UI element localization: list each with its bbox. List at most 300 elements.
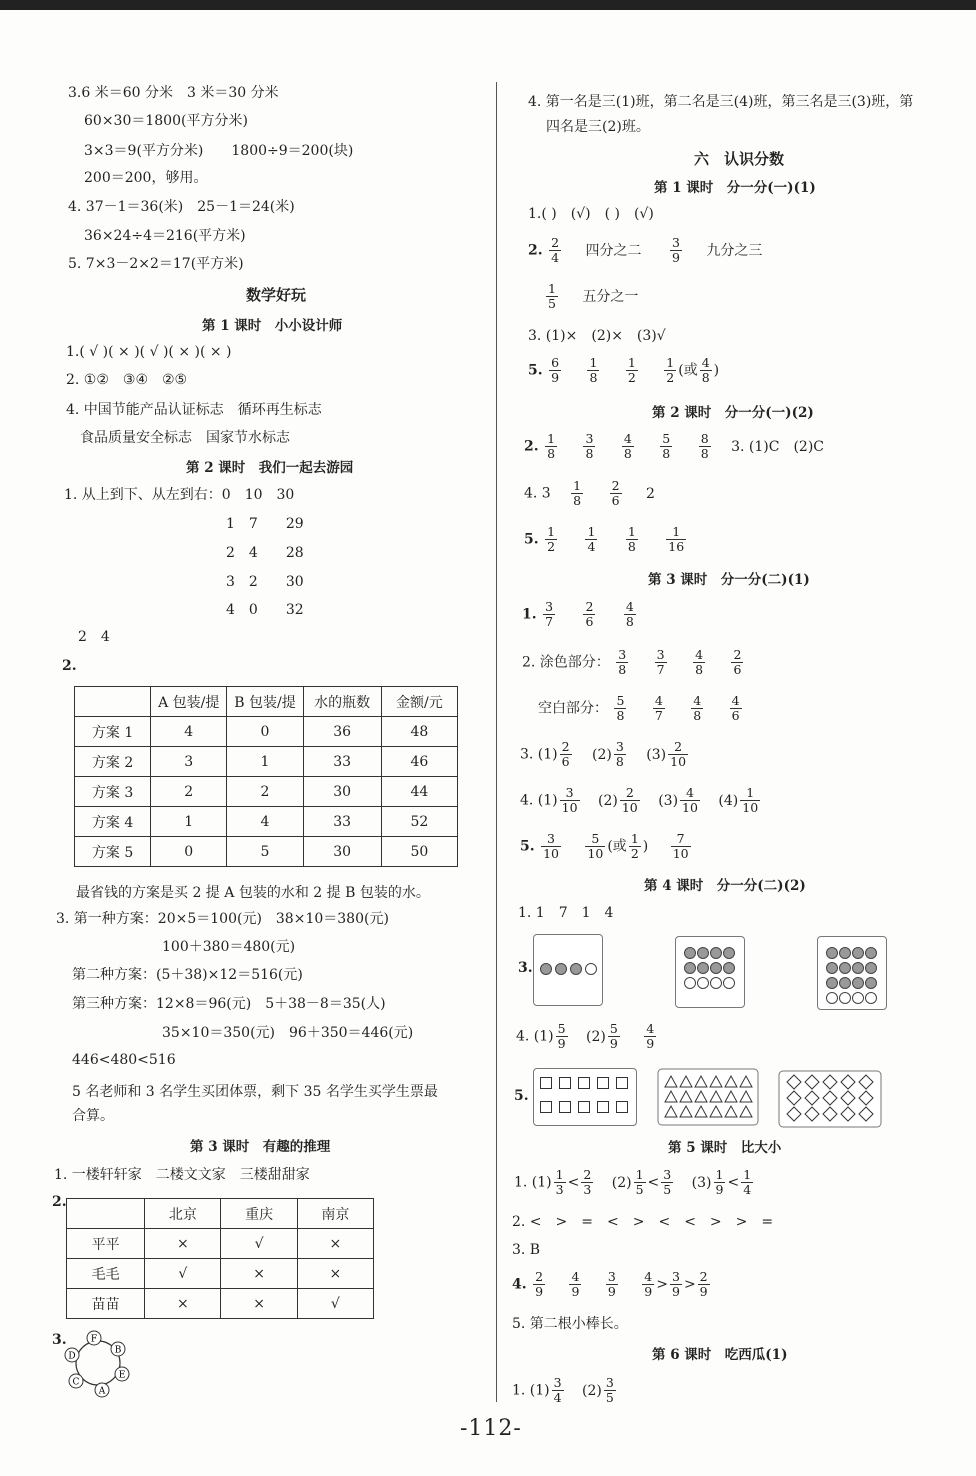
denominator: 10 (587, 846, 604, 861)
fraction-line (522, 600, 638, 629)
compare-sign: > (683, 1276, 696, 1293)
answer-line: 2 4 28 (226, 545, 304, 561)
seat-letter: E (118, 1370, 126, 1381)
answer-line: 1.( ) (√) ( ) (√) (528, 206, 654, 222)
fraction (661, 1168, 673, 1197)
numerator: 1 (666, 355, 675, 370)
table-row (67, 1259, 374, 1289)
denominator: 9 (609, 1036, 618, 1051)
fraction (626, 525, 638, 554)
denominator: 10 (561, 800, 578, 815)
question-number: 3. (52, 1332, 67, 1348)
fraction (560, 740, 572, 769)
fraction-line (520, 786, 762, 815)
fraction-line (528, 356, 719, 385)
table-cell: × (145, 1229, 221, 1259)
table-cell: 52 (381, 807, 457, 837)
square-shape (540, 1077, 552, 1089)
numerator: 1 (547, 524, 556, 539)
table-row (75, 747, 458, 777)
question-number: 5. (520, 838, 535, 855)
table-cell: 46 (381, 747, 457, 777)
answer-line: 第三种方案：12×8＝96(元) 5＋38－8＝35(人) (72, 996, 386, 1012)
denominator: 4 (553, 1390, 562, 1405)
part-label: (2) (582, 1382, 602, 1399)
numerator: 1 (666, 525, 686, 540)
question-number: 1. (1) (512, 1382, 550, 1399)
denominator: 3 (555, 1182, 564, 1197)
answer-line: 合算。 (72, 1108, 114, 1124)
denominator: 2 (547, 539, 556, 554)
seat-letter: D (68, 1351, 76, 1362)
answer-line: 第二种方案：(5＋38)×12＝516(元) (72, 967, 303, 983)
fraction-line (512, 1376, 618, 1405)
fraction (670, 1270, 682, 1299)
table-cell: 2 (151, 777, 227, 807)
table-header-row (67, 1199, 374, 1229)
numerator: 4 (646, 1021, 655, 1036)
denominator: 5 (605, 1390, 614, 1405)
answer-line: 1. 一楼轩轩家 二楼文文家 三楼甜甜家 (54, 1167, 310, 1183)
denominator: 8 (547, 446, 556, 461)
denominator: 10 (672, 846, 689, 861)
numerator: 1 (740, 786, 760, 801)
part-label: (2) (598, 792, 618, 809)
dot-shape (723, 977, 735, 989)
numerator: 3 (560, 786, 580, 801)
fraction (614, 740, 626, 769)
denominator: 6 (561, 754, 570, 769)
lesson-title: 第 1 课时 小小设计师 (202, 318, 343, 334)
denominator: 2 (627, 370, 636, 385)
table-cell: √ (221, 1229, 297, 1259)
numerator: 5 (557, 1021, 566, 1036)
dot-shape (839, 977, 851, 989)
answer-line: 5. 第二根小棒长。 (512, 1316, 628, 1332)
section-title: 数学好玩 (246, 286, 307, 304)
numerator: 3 (541, 832, 561, 847)
dot-shape (865, 977, 877, 989)
denominator: 8 (625, 614, 634, 629)
dot-box-1 (533, 934, 603, 1006)
numerator: 3 (607, 1269, 616, 1284)
table-row (67, 1229, 374, 1259)
fraction-line (520, 832, 693, 861)
fraction (556, 1022, 568, 1051)
table-cell: × (221, 1289, 297, 1319)
square-box (533, 1068, 637, 1126)
numerator: 2 (535, 1269, 544, 1284)
numerator: 1 (627, 524, 636, 539)
question-number: 1. (1) (514, 1174, 552, 1191)
denominator: 8 (618, 662, 627, 677)
dot-shape (710, 977, 722, 989)
fraction (698, 1270, 710, 1299)
fraction (664, 356, 676, 385)
answer-line: 最省钱的方案是买 2 提 A 包装的水和 2 提 B 包装的水。 (76, 885, 430, 901)
denominator: 9 (607, 1284, 616, 1299)
fraction (581, 1168, 593, 1197)
part-label: (2) (611, 1174, 632, 1191)
denominator: 10 (621, 800, 638, 815)
seat-letter: A (98, 1386, 106, 1397)
dot-shape (684, 977, 696, 989)
denominator: 8 (585, 446, 594, 461)
diamond-box (778, 1070, 882, 1128)
answer-line: 3.6 米＝60 分米 3 米＝30 分米 (68, 85, 279, 101)
numerator: 3 (545, 599, 554, 614)
denominator: 16 (668, 539, 685, 554)
top-edge-bar (0, 0, 976, 10)
fraction-line (524, 432, 824, 461)
denominator: 7 (654, 708, 663, 723)
numerator: 2 (620, 786, 640, 801)
answer-line: 1.( √ )( × )( √ )( × )( × ) (66, 344, 232, 360)
fraction (585, 832, 605, 861)
denominator: 10 (742, 800, 759, 815)
or-text: (或 (678, 362, 698, 379)
dot-shape (826, 992, 838, 1004)
denominator: 8 (616, 708, 625, 723)
fraction (608, 1022, 620, 1051)
fraction (660, 432, 672, 461)
fraction (731, 648, 743, 677)
page-number: -112- (460, 1416, 522, 1441)
numerator: 3 (553, 1375, 562, 1390)
fraction (610, 479, 622, 508)
numerator: 6 (551, 355, 560, 370)
square-shape (616, 1077, 628, 1089)
fraction-line (538, 694, 744, 723)
denominator: 8 (627, 539, 636, 554)
square-shape (540, 1101, 552, 1113)
answer-line: 2. < > = < > < < > > = (512, 1214, 774, 1230)
dot-shape (723, 947, 735, 959)
table-cell: 方案 1 (75, 717, 151, 747)
denominator: 9 (535, 1284, 544, 1299)
numerator: 1 (587, 524, 596, 539)
numerator: 2 (699, 1269, 708, 1284)
fraction (585, 525, 597, 554)
fraction (714, 1168, 726, 1197)
denominator: 9 (671, 1284, 680, 1299)
square-shape (597, 1101, 609, 1113)
fraction (549, 356, 561, 385)
fraction (700, 356, 712, 385)
square-shape (578, 1101, 590, 1113)
table-cell: 苗苗 (67, 1289, 145, 1319)
circle-seating-diagram (60, 1328, 140, 1400)
table-header-cell: 南京 (297, 1199, 373, 1229)
numerator: 4 (623, 431, 632, 446)
question-number: 4. 3 (524, 485, 551, 502)
fraction (533, 1270, 545, 1299)
question-number: 2. (528, 242, 543, 259)
dot-shape (852, 947, 864, 959)
denominator: 4 (551, 250, 560, 265)
fraction-line (524, 479, 655, 508)
table-row (75, 837, 458, 867)
lesson-title: 第 3 课时 分一分(二)(1) (648, 572, 810, 588)
denominator: 9 (571, 1284, 580, 1299)
numerator: 3 (671, 1269, 680, 1284)
answer-line: 100＋380＝480(元) (162, 939, 296, 955)
lesson-title: 第 6 课时 吃西瓜(1) (652, 1347, 788, 1363)
lesson-title: 第 5 课时 比大小 (668, 1140, 782, 1156)
table-cell: 36 (303, 717, 381, 747)
table-header-row (75, 687, 458, 717)
numerator: 4 (695, 647, 704, 662)
fraction-line (544, 282, 638, 311)
dot-shape (865, 992, 877, 1004)
fraction (620, 786, 640, 815)
answer-line: 1. 从上到下、从左到右：0 10 30 (64, 487, 295, 503)
numerator: 4 (731, 693, 740, 708)
square-shape (578, 1077, 590, 1089)
answer-line: 36×24÷4＝216(平方米) (84, 228, 246, 244)
table-cell: √ (145, 1259, 221, 1289)
part-label: (2) (592, 746, 612, 763)
lesson-title: 第 2 课时 分一分(一)(2) (652, 405, 814, 421)
fraction-words: 九分之三 (706, 242, 763, 259)
denominator: 6 (611, 493, 620, 508)
question-number: 4. (1) (516, 1028, 554, 1045)
fraction-words: 四分之二 (585, 242, 642, 259)
dot-shape (839, 962, 851, 974)
denominator: 4 (743, 1182, 752, 1197)
fraction (644, 1022, 656, 1051)
numerator: 1 (589, 355, 598, 370)
numerator: 2 (585, 599, 594, 614)
table-cell: 方案 2 (75, 747, 151, 777)
dot-shape (839, 992, 851, 1004)
fraction (740, 786, 760, 815)
fraction-line (528, 236, 762, 265)
table-header-cell: A 包装/提 (151, 687, 227, 717)
question-number: 2. (52, 1194, 67, 1210)
fraction (741, 1168, 753, 1197)
dot-shape (697, 962, 709, 974)
question-number: 5. (514, 1088, 529, 1104)
denominator: 7 (545, 614, 554, 629)
table-cell: 4 (227, 807, 303, 837)
lesson-title: 第 2 课时 我们一起去游园 (186, 460, 354, 476)
table-cell: 1 (151, 807, 227, 837)
answer-line: 60×30＝1800(平方分米) (84, 113, 248, 129)
fraction (552, 1376, 564, 1405)
denominator: 5 (635, 1182, 644, 1197)
denominator: 5 (663, 1182, 672, 1197)
denominator: 9 (557, 1036, 566, 1051)
denominator: 9 (644, 1284, 653, 1299)
answer-line: 5. 7×3－2×2＝17(平方米) (68, 256, 244, 272)
denominator: 3 (583, 1182, 592, 1197)
numerator: 4 (693, 693, 702, 708)
answer-line: 2. ①② ③④ ②⑤ (66, 372, 188, 388)
denominator: 9 (699, 1284, 708, 1299)
answer-line: 3×3＝9(平方分米) 1800÷9＝200(块) (84, 143, 354, 159)
fraction (614, 694, 626, 723)
fraction (653, 694, 665, 723)
numerator: 1 (743, 1167, 752, 1182)
table-cell: 33 (303, 807, 381, 837)
answer-line: 3. B (512, 1242, 541, 1258)
fraction (622, 432, 634, 461)
denominator: 6 (733, 662, 742, 677)
denominator: 8 (700, 446, 709, 461)
table-cell: 方案 5 (75, 837, 151, 867)
dot-shape (826, 962, 838, 974)
fraction (624, 600, 636, 629)
numerator: 8 (700, 431, 709, 446)
part-label: (3) (646, 746, 667, 763)
or-text: (或 (607, 838, 627, 855)
fraction (668, 740, 688, 769)
seat-letter: F (90, 1334, 98, 1345)
fraction (604, 1376, 616, 1405)
table-cell: 50 (381, 837, 457, 867)
table-cell: 5 (227, 837, 303, 867)
column-divider (496, 82, 497, 1402)
answer-line: 4. 第一名是三(1)班，第二名是三(4)班，第三名是三(3)班，第 (528, 94, 914, 110)
seat-letter: C (72, 1377, 80, 1388)
fraction-line (522, 648, 745, 677)
numerator: 3 (585, 431, 594, 446)
numerator: 1 (573, 478, 582, 493)
table-cell: 48 (381, 717, 457, 747)
fraction (699, 432, 711, 461)
paren: ) (713, 362, 720, 379)
denominator: 6 (731, 708, 740, 723)
answer-line: 3. 第一种方案：20×5＝100(元) 38×10＝380(元) (56, 911, 389, 927)
dot-shape (852, 977, 864, 989)
denominator: 8 (615, 754, 624, 769)
dot-shape (697, 947, 709, 959)
fraction (554, 1168, 566, 1197)
table-header-cell: B 包装/提 (227, 687, 303, 717)
denominator: 8 (693, 708, 702, 723)
table-cell: × (221, 1259, 297, 1289)
fraction (629, 832, 641, 861)
dot-box-3 (817, 936, 887, 1010)
square-shape (597, 1077, 609, 1089)
denominator: 10 (543, 846, 559, 861)
answer-line: 3. (1)× (2)× (3)√ (528, 328, 666, 344)
fraction (693, 648, 705, 677)
numerator: 5 (585, 832, 605, 847)
lesson-title: 第 1 课时 分一分(一)(1) (654, 180, 816, 196)
numerator: 4 (625, 599, 634, 614)
table-header-cell: 北京 (145, 1199, 221, 1229)
question-number: 5. (524, 531, 539, 548)
fraction-line (524, 525, 688, 554)
table-cell: 方案 3 (75, 777, 151, 807)
table-cell: 3 (151, 747, 227, 777)
fraction-words: 五分之一 (582, 288, 639, 305)
answer-text: 2 (645, 485, 655, 502)
denominator: 6 (585, 614, 594, 629)
answer-line: 4. 中国节能产品认证标志 循环再生标志 (66, 402, 322, 418)
table-cell: × (145, 1289, 221, 1319)
denominator: 7 (656, 662, 665, 677)
dot-shape (852, 962, 864, 974)
fraction (545, 525, 557, 554)
table-cell: 毛毛 (67, 1259, 145, 1289)
unit-title: 六 认识分数 (694, 150, 785, 168)
question-number: 2. (524, 438, 539, 455)
fraction-line (520, 740, 690, 769)
label-text: 空白部分： (538, 700, 608, 717)
numerator: 4 (680, 786, 700, 801)
fraction (583, 432, 595, 461)
numerator: 2 (583, 1167, 592, 1182)
denominator: 8 (695, 662, 704, 677)
dot-shape (723, 962, 735, 974)
paren: ) (642, 838, 649, 855)
denominator: 10 (682, 800, 698, 815)
denominator: 2 (630, 846, 639, 861)
table-cell: 0 (151, 837, 227, 867)
lesson-title: 第 3 课时 有趣的推理 (190, 1139, 331, 1155)
table-header-cell: 重庆 (221, 1199, 297, 1229)
question-number: 4. (1) (520, 792, 558, 809)
numerator: 5 (662, 431, 671, 446)
fraction-line (512, 1270, 712, 1299)
table-cell: 4 (151, 717, 227, 747)
triangle-box (657, 1068, 759, 1126)
table-header-cell: 金额/元 (381, 687, 457, 717)
numerator: 3 (663, 1167, 672, 1182)
fraction (541, 832, 561, 861)
fraction (587, 356, 599, 385)
table-cell: √ (297, 1289, 373, 1319)
table-row (75, 807, 458, 837)
dot-shape (865, 947, 877, 959)
answer-line: 446<480<516 (72, 1052, 176, 1068)
compare-sign: < (727, 1174, 740, 1191)
denominator: 2 (666, 370, 675, 385)
question-number: 2. (62, 658, 77, 674)
part-label: (3) (658, 792, 679, 809)
answer-line: 200＝200，够用。 (84, 170, 208, 186)
city-table (66, 1198, 374, 1319)
answer-line: 1 7 29 (226, 516, 304, 532)
table-cell: 1 (227, 747, 303, 777)
denominator: 8 (662, 446, 671, 461)
numerator: 5 (616, 693, 625, 708)
question-number: 1. (522, 606, 537, 623)
table-header-cell (67, 1199, 145, 1229)
box-frame (779, 1071, 881, 1127)
fraction (691, 694, 703, 723)
dot-shape (710, 962, 722, 974)
answer-line: 四名是三(2)班。 (546, 119, 650, 135)
numerator: 3 (615, 739, 624, 754)
seat-letter: B (114, 1345, 122, 1356)
dot-shape (852, 992, 864, 1004)
dot-shape (710, 947, 722, 959)
denominator: 8 (589, 370, 598, 385)
numerator: 3 (671, 235, 680, 250)
numerator: 2 (733, 647, 742, 662)
lesson-title: 第 4 课时 分一分(二)(2) (644, 878, 806, 894)
numerator: 4 (571, 1269, 580, 1284)
denominator: 5 (548, 296, 556, 311)
numerator: 2 (668, 740, 688, 755)
dot-shape (697, 977, 709, 989)
denominator: 8 (623, 446, 632, 461)
table-cell: 30 (303, 837, 381, 867)
